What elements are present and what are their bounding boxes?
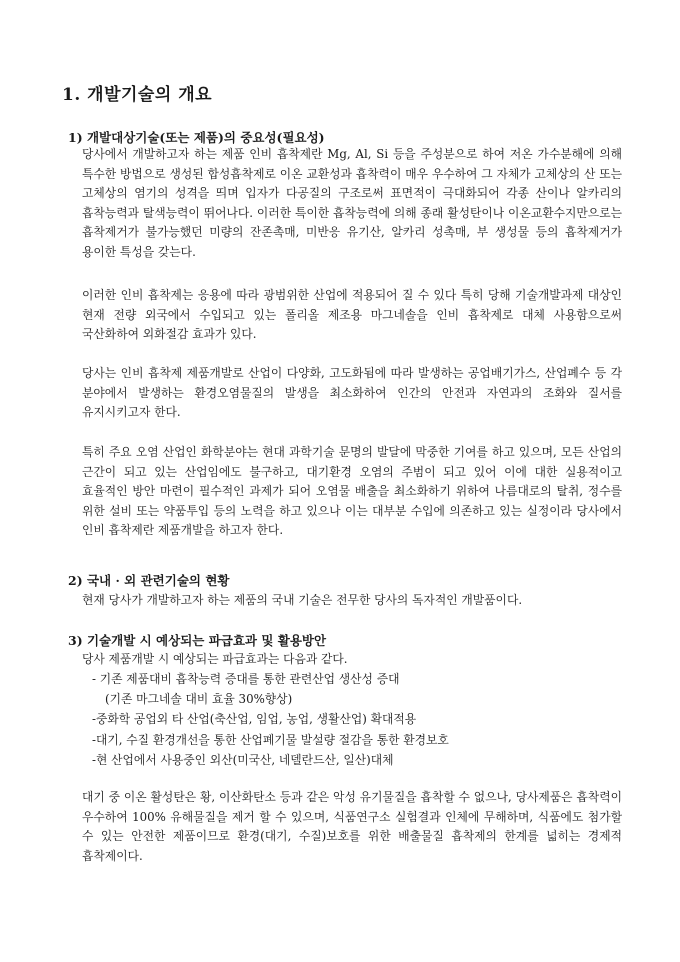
section-1-paragraph-1: 당사에서 개발하고자 하는 제품 인비 흡착제란 Mg, Al, Si 등을 주성분으로 하여 저온 가수분해에 의해 특수한 방법으로 생성된 합성흡착제로 이온 교환성과 흡착력이 매우 우수하여 그 자체가 고체상의 산 또는 고체상의 염기의 성격을 띄며 입자가 다공질의 구조로써 표면적이 극대화되어 각종 산이나 알카리의 흡착능력과 탈색능력이 뛰어나다. 이러한 특이한 흡착능력에 의해 종래 활성탄이나 이온교환수지만으로는 흡착제거가 불가능했던 미량의 잔존촉매, 미반응 유기산, 알카리 성촉매, 부 생성물 등의 흡착제거가 용이한 특성을 갖는다. — [82, 147, 622, 259]
section-1-paragraph-2: 이러한 인비 흡착제는 응용에 따라 광범위한 산업에 적용되어 질 수 있다 특히 당해 기술개발과제 대상인 현재 전량 외국에서 수입되고 있는 폴리올 제조용 마그네솔을 인비 흡착제로 대체 사용함으로써 국산화하여 외화절감 효과가 있다. — [82, 288, 622, 342]
section-3-closing: 대기 중 이온 활성탄은 황, 이산화탄소 등과 같은 악성 유기물질을 흡착할 수 없으나, 당사제품은 흡착력이 우수하여 100% 유해물질을 제거 할 수 있으며, 식품연구소 실험결과 인체에 무해하며, 식품에도 첨가할 수 있는 안전한 제품이므로 환경(대기, 수질)보호를 위한 배출물질 흡착제의 한계를 넓히는 경제적 흡착제이다. — [82, 790, 622, 863]
effect-item-4: -현 산업에서 사용중인 외산(미국산, 네델란드산, 일산)대체 — [92, 753, 394, 767]
section-3-intro: 당사 제품개발 시 예상되는 파급효과는 다음과 같다. — [82, 652, 348, 666]
effect-item-2: -중화학 공업외 타 산업(축산업, 임업, 농업, 생활산업) 확대적용 — [92, 712, 417, 726]
effect-item-3: -대기, 수질 환경개선을 통한 산업폐기물 발설량 절감을 통한 환경보호 — [92, 733, 449, 747]
section-2-heading: 2) 국내 · 외 관련기술의 현황 — [68, 573, 230, 588]
section-3-heading: 3) 기술개발 시 예상되는 파급효과 및 활용방안 — [68, 633, 327, 648]
effect-item-1-note: (기존 마그네솔 대비 효율 30%향상) — [105, 692, 293, 706]
section-2-text: 현재 당사가 개발하고자 하는 제품의 국내 기술은 전무한 당사의 독자적인 개발품이다. — [82, 593, 523, 607]
section-1-heading: 1) 개발대상기술(또는 제품)의 중요성(필요성) — [68, 130, 325, 145]
section-1-paragraph-3: 당사는 인비 흡착제 제품개발로 산업이 다양화, 고도화됨에 따라 발생하는 공업배기가스, 산업폐수 등 각 분야에서 발생하는 환경오염물질의 발생을 최소화하여 인간의 안전과 자연과의 조화와 질서를 유지시키고자 한다. — [82, 366, 622, 420]
section-1-paragraph-4: 특히 주요 오염 산업인 화학분야는 현대 과학기술 문명의 발달에 막중한 기여를 하고 있으며, 모든 산업의 근간이 되고 있는 산업임에도 불구하고, 대기환경 오염의 주범이 되고 있어 이에 대한 실용적이고 효율적인 방안 마련이 필수적인 과제가 되어 오염물 배출을 최소화하기 위하여 나름대로의 탈취, 정수를 위한 설비 또는 약품투입 등의 노력을 하고 있으나 이는 대부분 수입에 의존하고 있는 실정이라 당사에서 인비 흡착제란 제품개발을 하고자 한다. — [82, 445, 622, 538]
effect-item-1: - 기존 제품대비 흡착능력 증대를 통한 관련산업 생산성 증대 — [92, 672, 400, 686]
document-title: 1. 개발기술의 개요 — [62, 85, 213, 105]
